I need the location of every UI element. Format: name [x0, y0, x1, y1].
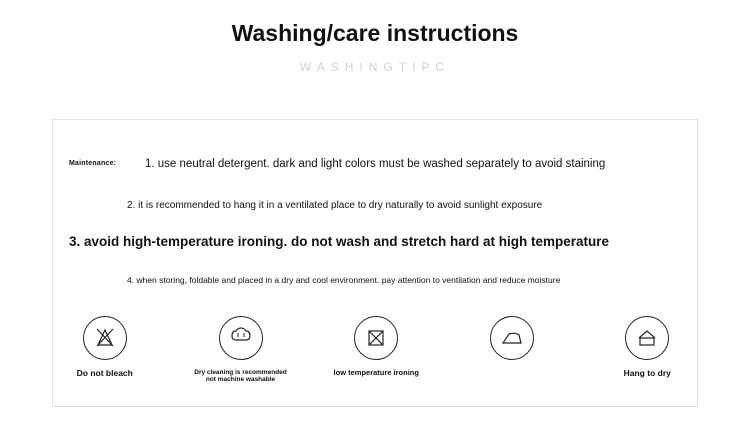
maintenance-label: Maintenance: [69, 160, 117, 167]
care-symbol-caption: low temperature ironing [333, 368, 419, 377]
care-symbol-do-not-bleach [53, 316, 157, 379]
care-symbol-ironing [325, 316, 429, 378]
care-symbol-caption: Dry cleaning is recommended not machine washable [194, 369, 287, 384]
page-subtitle: WASHINGTIPC [299, 60, 451, 75]
care-symbol-dry-clean [189, 316, 293, 384]
low-temperature-ironing-icon [354, 316, 398, 360]
care-symbol-hang-to-dry [596, 316, 700, 379]
care-symbol-iron-dot [460, 316, 564, 369]
page-title: Washing/care instructions [231, 20, 519, 46]
care-symbol-caption: Do not bleach [76, 368, 133, 378]
instruction-line-3: 3. avoid high-temperature ironing. do not wash and stretch hard at high temperature [69, 234, 610, 249]
instruction-line-2: 2. it is recommended to hang it in a ventilated place to dry naturally to avoid sunlight exposure [127, 200, 543, 211]
hang-to-dry-icon [625, 316, 669, 360]
care-symbols-row [53, 316, 699, 384]
iron-icon [490, 316, 534, 360]
do-not-bleach-icon [83, 316, 127, 360]
instructions-panel [52, 119, 698, 407]
instruction-line-4: 4. when storing, foldable and placed in a dry and cool environment. pay attention to ventilation and reduce moisture [127, 275, 561, 285]
care-symbol-caption: Hang to dry [623, 368, 671, 378]
dry-clean-not-machine-washable-icon [219, 316, 263, 360]
instruction-line-1: 1. use neutral detergent. dark and light colors must be washed separately to avoid staining [145, 158, 606, 170]
care-instructions-page [0, 21, 750, 434]
